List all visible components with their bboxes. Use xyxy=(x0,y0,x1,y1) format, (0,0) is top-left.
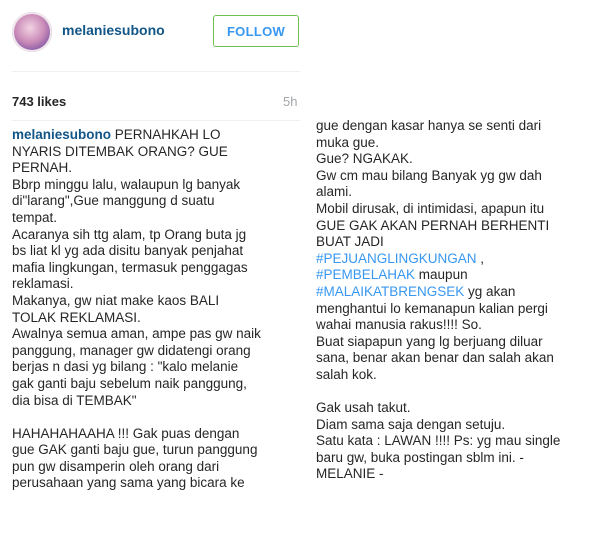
caption-line: MELANIE - xyxy=(316,466,384,482)
caption-line: dia bisa di TEMBAK" xyxy=(12,392,137,408)
post-header xyxy=(0,0,312,70)
caption-line: GUE GAK AKAN PERNAH BERHENTI xyxy=(316,217,550,233)
post-time[interactable]: 5h xyxy=(283,94,298,109)
likes-count[interactable]: 743 likes xyxy=(12,94,67,109)
caption-text: maupun xyxy=(415,267,468,283)
caption-line: HAHAHAHAAHA !!! Gak puas dengan xyxy=(12,425,240,441)
caption-username-link[interactable]: melaniesubono xyxy=(12,127,112,142)
avatar[interactable] xyxy=(12,12,52,52)
caption-blank-line xyxy=(12,409,302,426)
caption-line: Awalnya semua aman, ampe pas gw naik xyxy=(12,326,261,342)
caption-line: mafia lingkungan, termasuk penggagas xyxy=(12,259,248,275)
hashtag-link[interactable]: #MALAIKATBRENGSEK xyxy=(316,283,465,299)
username-link[interactable]: melaniesubono xyxy=(62,22,165,38)
caption-line: Bbrp minggu lalu, walaupun lg banyak xyxy=(12,176,241,192)
caption-line: baru gw, buka postingan sblm ini. - xyxy=(316,449,524,465)
caption-line: gue dengan kasar hanya se senti dari xyxy=(316,118,542,133)
caption-column-right xyxy=(316,118,588,483)
likes-divider xyxy=(12,120,300,121)
header-divider xyxy=(12,71,300,72)
caption-line: Mobil dirusak, di intimidasi, apapun itu xyxy=(316,200,545,216)
caption-line: Makanya, gw niat make kaos BALI xyxy=(12,292,220,308)
hashtag-link[interactable]: #PEJUANGLINGKUNGAN xyxy=(316,250,477,266)
caption-line: Satu kata : LAWAN !!!! Ps: yg mau single xyxy=(316,433,561,449)
caption-column-left xyxy=(12,127,302,492)
caption-line: gue GAK ganti baju gue, turun panggung xyxy=(12,442,258,458)
caption-line: menghantui lo kemanapun kalian pergi xyxy=(316,300,548,316)
caption-line: Diam sama saja dengan setuju. xyxy=(316,416,506,432)
caption-line: Buat siapapun yang lg berjuang diluar xyxy=(316,333,543,349)
caption-text: , xyxy=(476,250,485,266)
caption-line: tempat. xyxy=(12,209,58,225)
caption-line: berjas n dasi yg bilang : "kalo melanie xyxy=(12,359,239,375)
caption-line: PERNAHKAH LO xyxy=(111,127,221,142)
caption-line: reklamasi. xyxy=(12,276,74,292)
hashtag-link[interactable]: #PEMBELAHAK xyxy=(316,267,416,283)
caption-line: bs liat kl yg ada disitu banyak penjahat xyxy=(12,243,244,259)
caption-line: pun gw disamperin oleh orang dari xyxy=(12,458,220,474)
caption-line: di"larang",Gue manggung d suatu xyxy=(12,193,215,209)
caption-line: gak ganti baju sebelum naik panggung, xyxy=(12,375,247,391)
caption-line: alami. xyxy=(316,184,353,200)
caption-line: Gue? NGAKAK. xyxy=(316,151,413,167)
caption-line: BUAT JADI xyxy=(316,234,384,250)
caption-text: yg akan xyxy=(464,283,516,299)
caption-blank-line xyxy=(316,384,588,401)
follow-button[interactable]: FOLLOW xyxy=(213,15,299,47)
caption-line: TOLAK REKLAMASI. xyxy=(12,309,141,325)
caption-line: PERNAH. xyxy=(12,160,73,176)
caption-line: panggung, manager gw didatengi orang xyxy=(12,342,251,358)
caption-line: Gak usah takut. xyxy=(316,400,411,416)
caption-line: wahai manusia rakus!!!! So. xyxy=(316,317,482,333)
caption-line: Acaranya sih ttg alam, tp Orang buta jg xyxy=(12,226,247,242)
caption-line: salah kok. xyxy=(316,366,377,382)
caption-line: muka gue. xyxy=(316,134,380,150)
caption-line: sana, benar akan benar dan salah akan xyxy=(316,350,554,366)
caption-line: Gw cm mau bilang Banyak yg gw dah xyxy=(316,167,542,183)
caption-line: NYARIS DITEMBAK ORANG? GUE xyxy=(12,143,228,159)
caption-line: perusahaan yang sama yang bicara ke xyxy=(12,475,245,491)
